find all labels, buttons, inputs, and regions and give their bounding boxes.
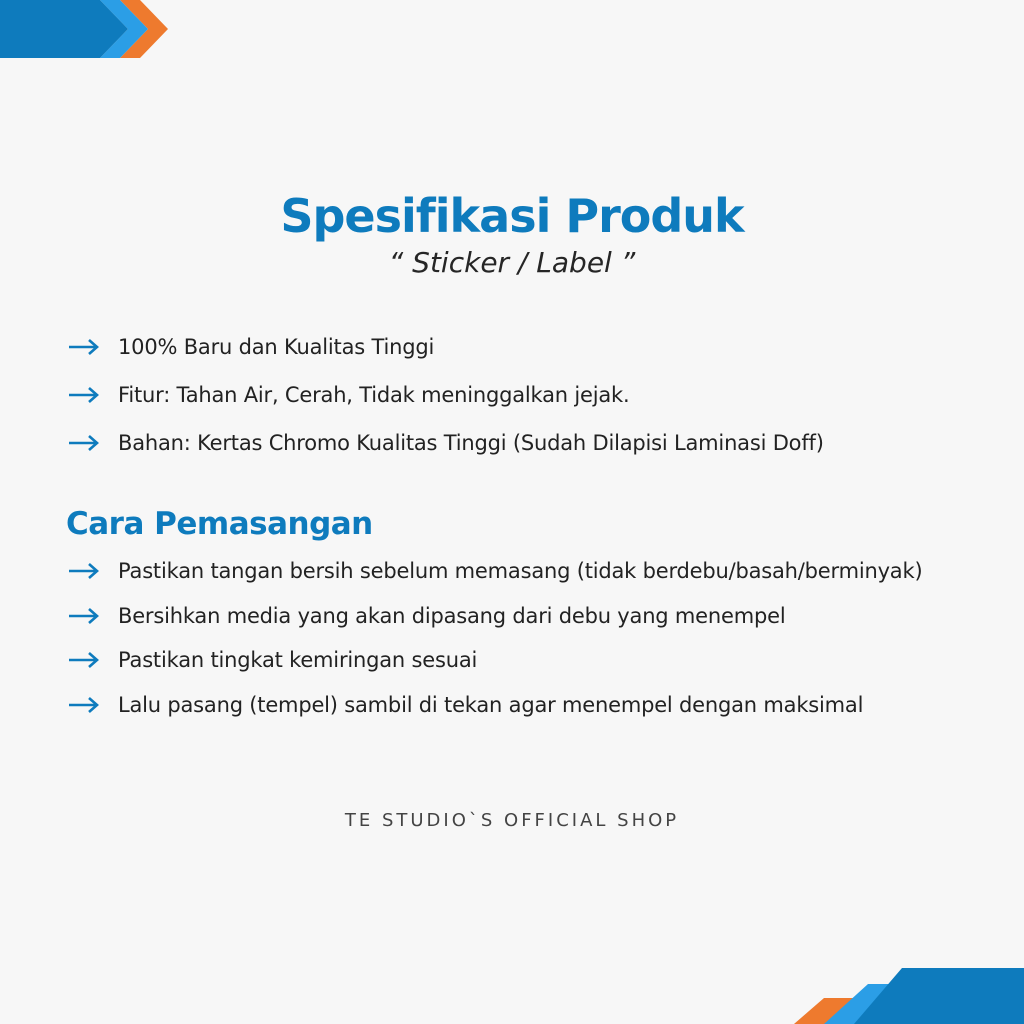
- spec-item-text: Fitur: Tahan Air, Cerah, Tidak meninggalkan jejak.: [118, 383, 630, 407]
- spec-item-text: Bahan: Kertas Chromo Kualitas Tinggi (Sudah Dilapisi Laminasi Doff): [118, 431, 824, 455]
- installation-heading: Cara Pemasangan: [66, 506, 373, 542]
- page-subtitle: “ Sticker / Label ”: [388, 246, 636, 279]
- installation-step-text: Pastikan tangan bersih sebelum memasang (tidak berdebu/basah/berminyak): [118, 559, 923, 583]
- spec-item-text: 100% Baru dan Kualitas Tinggi: [118, 335, 435, 359]
- installation-step-text: Pastikan tingkat kemiringan sesuai: [118, 648, 478, 672]
- installation-step: [68, 687, 922, 723]
- spec-item: [68, 377, 824, 413]
- top-left-corner-decoration: [0, 0, 170, 58]
- arrow-right-icon: [68, 385, 100, 405]
- spec-item: [68, 329, 824, 365]
- installation-step: [68, 642, 922, 678]
- installation-step-text: Lalu pasang (tempel) sambil di tekan agar menempel dengan maksimal: [118, 692, 864, 717]
- installation-steps-list: [68, 553, 922, 731]
- shop-name-footer: TE STUDIO`S OFFICIAL SHOP: [344, 810, 680, 831]
- arrow-right-icon: [68, 561, 100, 581]
- corner-blue-band: [854, 968, 1024, 1024]
- page-title: Spesifikasi Produk: [280, 189, 744, 243]
- spec-item: [68, 425, 824, 461]
- arrow-right-icon: [68, 606, 100, 626]
- arrow-right-icon: [68, 433, 100, 453]
- arrow-right-icon: [68, 695, 100, 715]
- installation-step: [68, 553, 922, 589]
- arrow-right-icon: [68, 650, 100, 670]
- specs-list: [68, 329, 824, 473]
- bottom-right-corner-decoration: [794, 968, 1024, 1024]
- installation-step: [68, 598, 922, 634]
- arrow-right-icon: [68, 337, 100, 357]
- installation-step-text: Bersihkan media yang akan dipasang dari debu yang menempel: [118, 603, 786, 628]
